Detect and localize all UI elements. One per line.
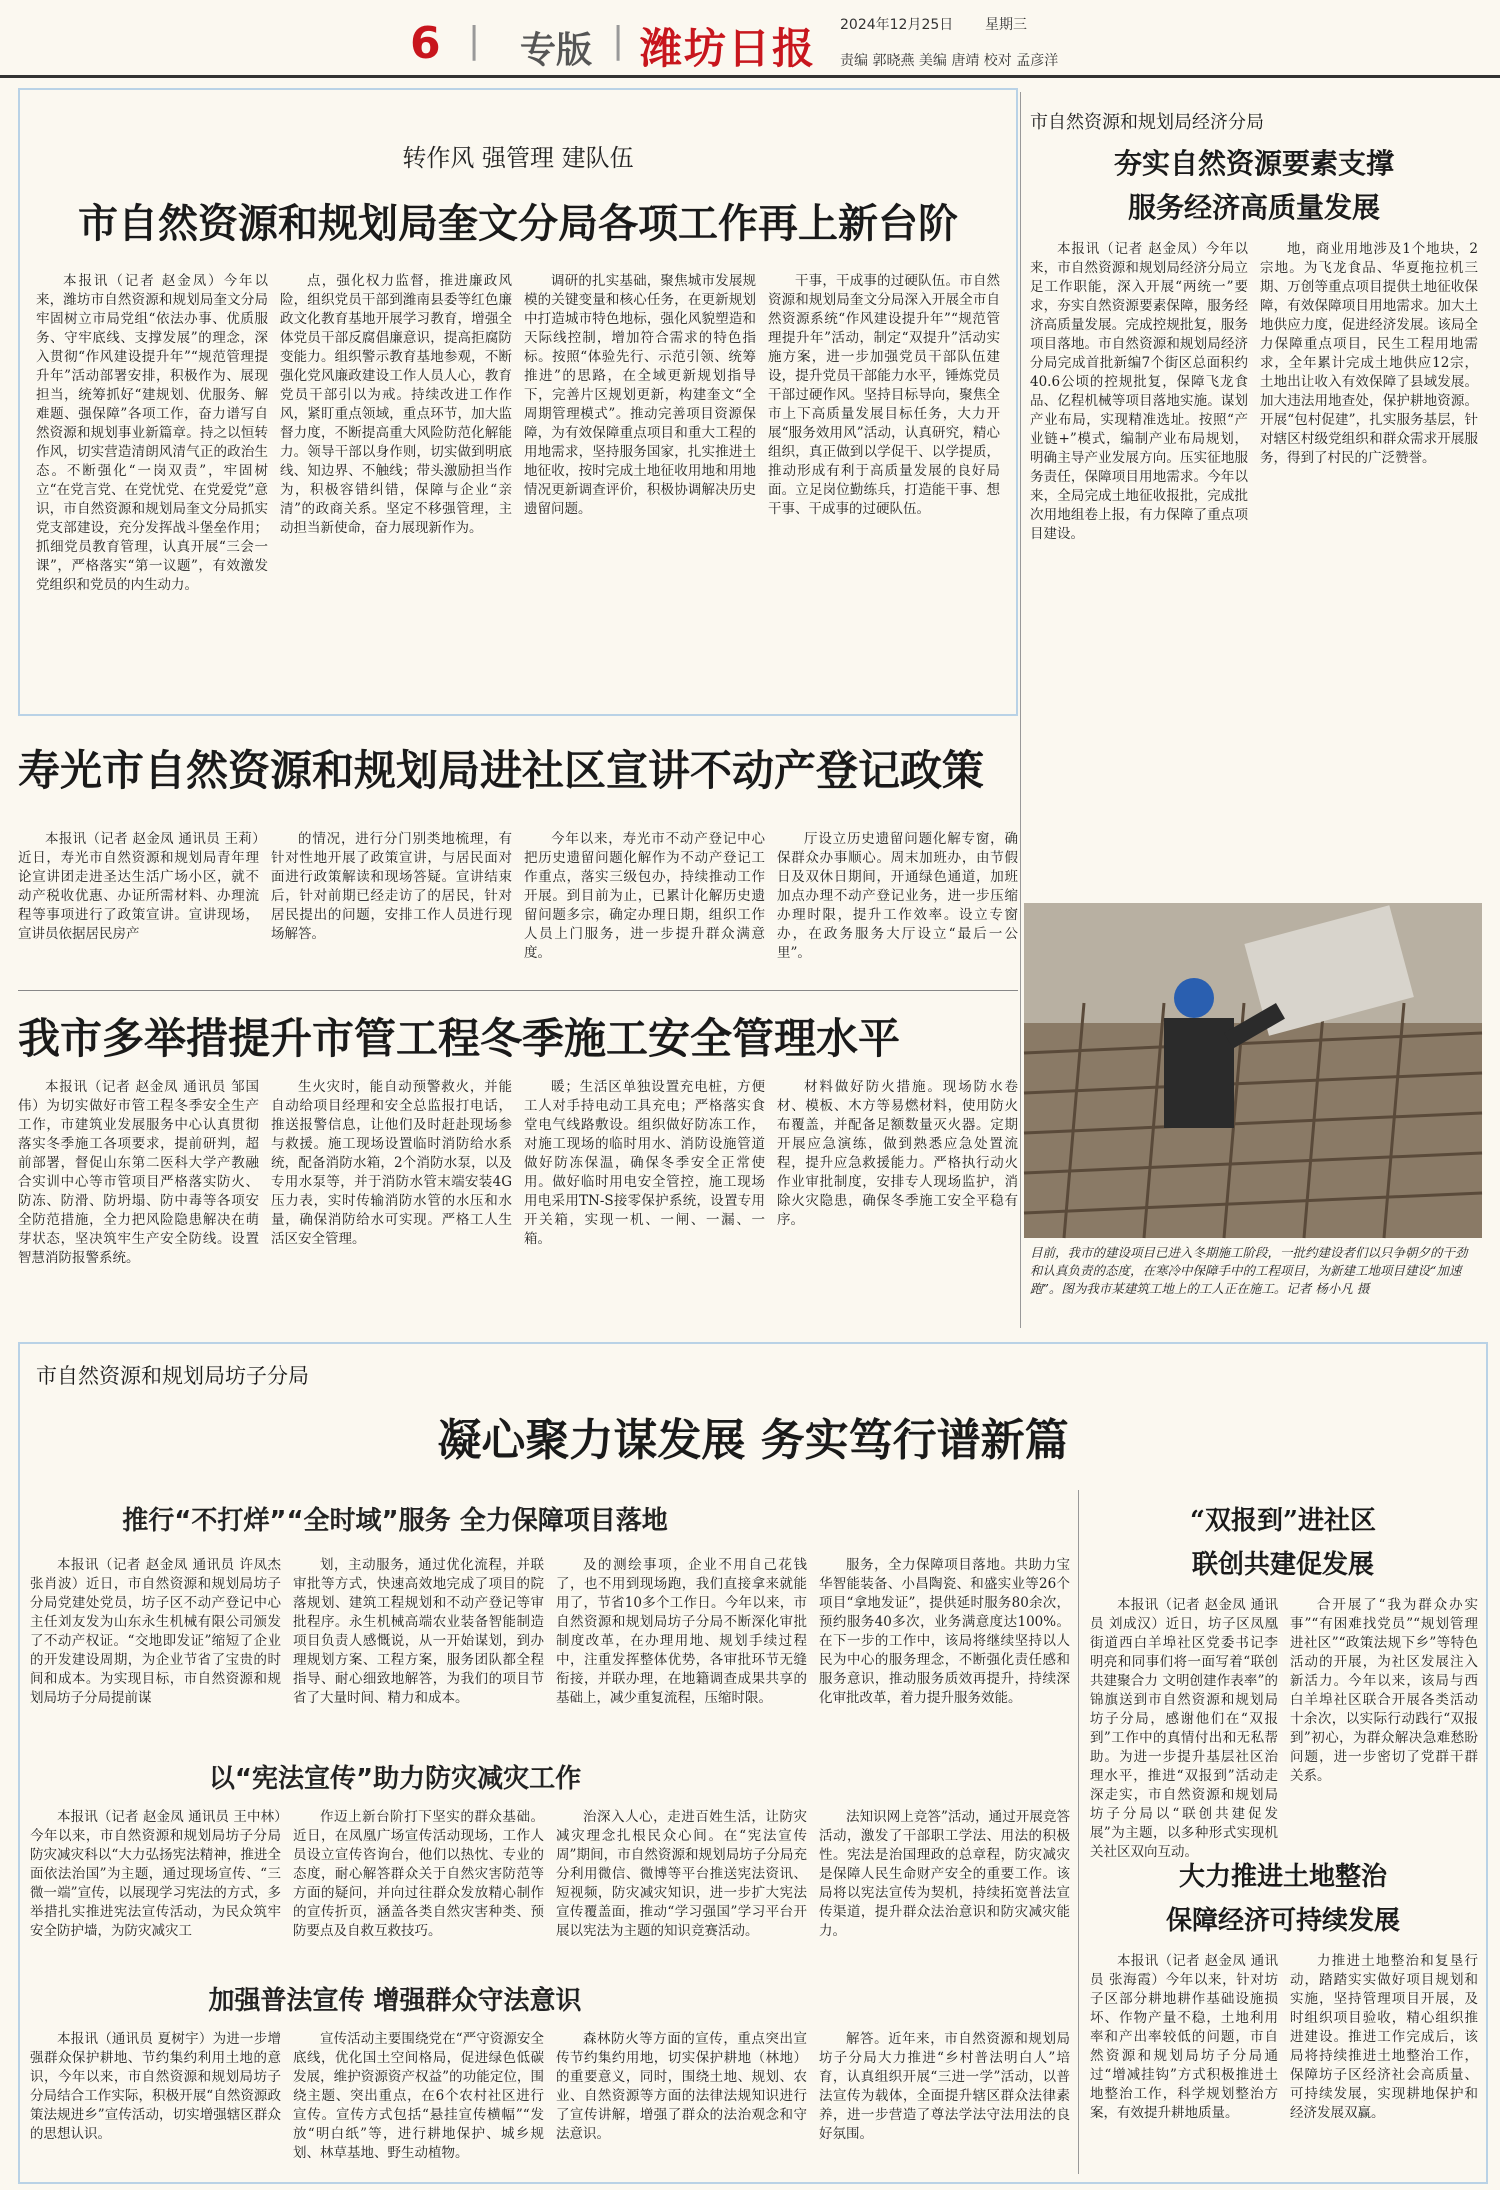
article4-body <box>1030 240 1478 890</box>
sub2-col: 治深入人心，走进百姓生活，让防灾减灾理念扎根民众心间。在“宪法宣传周”期间，市自然资源和规划局坊子分局充分利用微信、微博等平台推送宪法资讯、短视频，防灾减灾知识，进一步扩大宪法宣传覆盖面，推动“学习强国”学习平台开展以宪法为主题的知识竞赛活动。 <box>556 1809 807 1939</box>
sub1-body <box>30 1556 1070 1744</box>
editor-credits: 责编 郭晓燕 美编 唐靖 校对 孟彦洋 <box>840 53 1059 69</box>
article3-headline: 我市多举措提升市管工程冬季施工安全管理水平 <box>18 1014 901 1063</box>
sub3-col: 森林防火等方面的宣传，重点突出宣传节约集约用地，切实保护耕地（林地）的重要意义，同时，围绕土地、规划、农业、自然资源等方面的法律法规知识进行了宣传讲解，增强了群众的法治观念和守法意识。 <box>556 2031 807 2142</box>
sub5-col: 本报讯（记者 赵金凤 通讯员 张海霞）今年以来，针对坊子区部分耕地耕作基础设施损坏、作物产量不稳，土地利用率和产出率较低的问题，市自然资源和规划局坊子分局通过“增减挂钩”方式积极推进土地整治工作，科学规划整治方案，有效提升耕地质量。 <box>1090 1953 1278 2121</box>
header-divider: | <box>612 20 625 61</box>
header-divider: | <box>468 20 481 61</box>
article4-col: 本报讯（记者 赵金凤）今年以来，市自然资源和规划局经济分局立足工作职能，深入开展“两统一”要求，夯实自然资源要素保障，服务经济高质量发展。完成控规批复，服务项目落地。市自然资源和规划局经济分局完成首批新编7个街区总面积约40.6公顷的控规批复，保障飞龙食品、亿程机械等项目落地实施。谋划产业布局，实现精准选址。按照“产业链+”模式，编制产业布局规划，明确主导产业发展方向。压实征地服务责任，保障项目用地需求。今年以来，全局完成土地征收报批，完成批次用地组卷上报，有力保障了重点项目建设。 <box>1030 241 1248 542</box>
sub2-body <box>30 1808 1070 1968</box>
column-rule <box>1020 92 1021 1328</box>
sub2-headline: 以“宪法宣传”助力防灾减灾工作 <box>208 1764 582 1794</box>
sub5-headline-1: 大力推进土地整治 <box>1178 1862 1387 1892</box>
sub4-col: 合开展了“我为群众办实事”“有困难找党员”“规划管理进社区”“政策法规下乡”等特色活动的开展，为社区发展注入新活力。今年以来，该局与西白羊埠社区联合开展各类活动十余次，以实际行动践行“双报到”初心，为群众解决急难愁盼问题，进一步密切了党群干群关系。 <box>1290 1597 1478 1784</box>
article3-col: 生火灾时，能自动预警救火，并能自动给项目经理和安全总监报打电话，推送报警信息，让他们及时赶赴现场参与救援。施工现场设置临时消防给水系统，配备消防水箱，2个消防水泵，以及专用水泵等，并于消防水管末端安装4G压力表，实时传输消防水管的水压和水量，确保消防给水可实现。严格工人生活区安全管理。 <box>271 1079 512 1247</box>
sub1-col: 本报讯（记者 赵金凤 通讯员 许凤杰 张肖波）近日，市自然资源和规划局坊子分局党建处党员，坊子区不动产登记中心主任刘友发为山东永生机械有限公司颁发了不动产权证。“交地即发证”缩短了企业的开发建设周期，为企业节省了宝贵的时间和成本。为实现目标，市自然资源和规划局坊子分局提前谋 <box>30 1557 281 1706</box>
article3-col: 材料做好防火措施。现场防水卷材、模板、木方等易燃材料，使用防火布覆盖，并配备足额数量灭火器。定期开展应急演练，做到熟悉应急处置流程，提升应急救援能力。严格执行动火作业审批制度，安排专人现场监护，消除火灾隐患，确保冬季施工安全平稳有序。 <box>777 1079 1018 1228</box>
article1-col: 点，强化权力监督，推进廉政风险，组织党员干部到潍南县委等红色廉政文化教育基地开展学习教育，增强全体党员干部反腐倡廉意识，提高拒腐防变能力。组织警示教育基地参观，不断强化党风廉政建设工作人员人心，教育党员干部引以为戒。持续改进工作作风，紧盯重点领域，重点环节，加大监督力度，不断提高重大风险防范化解能力。领导干部以身作则，切实做到明底线、知边界、不触线；带头激励担当作为，积极容错纠错，保障与企业“亲清”的政商关系。坚定不移强管理，主动担当新使命，奋力展现新作为。 <box>280 273 512 536</box>
article3-col: 暖；生活区单独设置充电桩，方便工人对手持电动工具充电；严格落实食堂电气线路敷设。组织做好防冻工作，对施工现场的临时用水、消防设施管道做好防冻保温，确保冬季安全正常使用。做好临时用电安全管控，施工现场用电采用TN-S接零保护系统，设置专用开关箱，实现一机、一闸、一漏、一箱。 <box>524 1079 765 1247</box>
sub3-body <box>30 2030 1070 2174</box>
sub2-col: 法知识网上竞答”活动，通过开展竞答活动，激发了干部职工学法、用法的积极性。宪法是治国理政的总章程，防灾减灾是保障人民生命财产安全的重要工作。该局将以宪法宣传为契机，持续拓宽普法宣传渠道，提升群众法治意识和防灾减灾能力。 <box>819 1809 1070 1939</box>
section-label: 专版 <box>520 30 593 71</box>
sub5-body <box>1090 1952 1478 2174</box>
sub2-col: 作迈上新台阶打下坚实的群众基础。近日，在凤凰广场宣传活动现场，工作人员设立宣传咨询台，他们以热忱、专业的态度，耐心解答群众关于自然灾害防范等方面的疑问，并向过往群众发放精心制作的宣传折页，涵盖各类自然灾害种类、预防要点及自救互救技巧。 <box>293 1809 544 1939</box>
article1-col: 干事，干成事的过硬队伍。市自然资源和规划局奎文分局深入开展全市自然资源系统“作风建设提升年”“规范管理提升年”活动，制定“双提升”活动实施方案，进一步加强党员干部队伍建设，提升党员干部能力水平，锤炼党员干部过硬作风。坚持目标导向，聚焦全市上下高质量发展目标任务，大力开展“服务效用风”活动，认真研究，精心组织，真正做到以学促干、以学提质，推动形成有利于高质量发展的良好局面。立足岗位勤练兵，打造能干事、想干事、干成事的过硬队伍。 <box>768 273 1000 517</box>
sub3-col: 宣传活动主要围绕党在“严守资源安全底线，优化国土空间格局，促进绿色低碳发展，维护资源资产权益”的功能定位，围绕主题、突出重点，在6个农村社区进行宣传。宣传方式包括“悬挂宣传横幅”“发放“明白纸”等，进行耕地保护、城乡规划、林草基地、野生动植物。 <box>293 2031 544 2161</box>
article3-col: 本报讯（记者 赵金凤 通讯员 邹国伟）为切实做好市管工程冬季安全生产工作，市建筑业发展服务中心认真贯彻落实冬季施工各项要求，提前研判，超前部署，督促山东第二医科大学产教融合实训中心等市管项目严格落实防火、防冻、防滑、防坍塌、防中毒等各项安全防范措施，全力把风险隐患解决在萌芽状态，坚决筑牢生产安全防线。设置智慧消防报警系统。 <box>18 1079 259 1266</box>
article2-col: 厅设立历史遗留问题化解专窗，确保群众办事顺心。周末加班办，由节假日及双休日期间，开通绿色通道，加班加点办理不动产登记业务，进一步压缩办理时限，提升工作效率。设立专窗办，在政务服务大厅设立“最后一公里”。 <box>777 831 1018 961</box>
article5-headline: 凝心聚力谋发展 务实笃行谱新篇 <box>437 1415 1069 1466</box>
sub1-headline: 推行“不打烊”“全时域”服务 全力保障项目落地 <box>122 1506 668 1536</box>
page-number: 6 <box>410 18 441 69</box>
article1-kicker: 转作风 强管理 建队伍 <box>402 144 634 172</box>
sub5-headline-2: 保障经济可持续发展 <box>1165 1906 1400 1936</box>
sub2-col: 本报讯（记者 赵金凤 通讯员 王中林）今年以来，市自然资源和规划局坊子分局防灾减灾科以“大力弘扬宪法精神，推进全面依法治国”为主题，通过现场宣传、“三微一端”宣传，以展现学习宪法的方式，多举措扎实推进宪法宣传活动，为民众筑牢安全防护墙，为防灾减灾工 <box>30 1809 281 1939</box>
article4-kicker: 市自然资源和规划局经济分局 <box>1030 112 1264 133</box>
sub5-col: 力推进土地整治和复垦行动，踏踏实实做好项目规划和实施，坚持管理项目开展，及时组织项目验收，精心组织推进建设。推进工作完成后，该局将持续推进土地整治工作，保障坊子区经济社会高质量、可持续发展，实现耕地保护和经济发展双赢。 <box>1290 1953 1478 2121</box>
sub4-headline-2: 联创共建促发展 <box>1191 1550 1374 1580</box>
issue-weekday: 星期三 <box>985 17 1027 33</box>
sub3-headline: 加强普法宣传 增强群众守法意识 <box>208 1986 582 2016</box>
photo-caption: 目前，我市的建设项目已进入冬期施工阶段，一批约建设者们以只争朝夕的干劲和认真负责的态度，在寒冷中保障手中的工程项目，为新建工地项目建设“加速跑”。图为我市某建筑工地上的工人正在施工。记者 杨小凡 摄 <box>1030 1245 1468 1296</box>
article2-col: 的情况，进行分门别类地梳理，有针对性地开展了政策宣讲，与居民面对面进行政策解读和现场答疑。宣讲结束后，针对前期已经走访了的居民，针对居民提出的问题，安排工作人员进行现场解答。 <box>271 831 512 942</box>
sub4-col: 本报讯（记者 赵金凤 通讯员 刘成汉）近日，坊子区凤凰街道西白羊埠社区党委书记李明亮和同事们将一面写着“联创共建聚合力 文明创建作表率”的锦旗送到市自然资源和规划局坊子分局，感谢他们在“双报到”工作中的真情付出和无私帮助。为进一步提升基层社区治理水平，推进“双报到”活动走深走实，市自然资源和规划局坊子分局以“联创共建促发展”为主题，以多种形式实现机关社区双向互动。 <box>1090 1597 1278 1860</box>
rule <box>18 990 1018 991</box>
article4-col: 地，商业用地涉及1个地块，2宗地。为飞龙食品、华夏拖拉机三期、万创等重点项目提供土地征收保障，有效保障项目用地需求。加大土地供应力度，促进经济发展。该局全力保障重点项目，民生工程用地需求，全年累计完成土地供应12宗，土地出让收入有效保障了县域发展。加大违法用地查处，保护耕地资源。开展“包村促建”，扎实服务基层，针对辖区村级党组织和群众需求开展服务，得到了村民的广泛赞誉。 <box>1260 241 1478 466</box>
sub4-body <box>1090 1596 1478 1860</box>
article2-col: 本报讯（记者 赵金凤 通讯员 王莉）近日，寿光市自然资源和规划局青年理论宣讲团走进圣达生活广场小区，就不动产税收优惠、办证所需材料、办理流程等事项进行了政策宣讲。宣讲现场，宣讲员依据居民房产 <box>18 831 259 942</box>
sub1-col: 及的测绘事项，企业不用自己花钱了，也不用到现场跑，我们直接拿来就能用了，节省10多个工作日。今年以来，市自然资源和规划局坊子分局不断深化审批制度改革，在办理用地、规划手续过程中，注重发挥整体优势，各审批环节无缝衔接，并联办理，在地籍调查成果共享的基础上，减少重复流程，压缩时限。 <box>556 1557 807 1706</box>
article2-body <box>18 830 1018 980</box>
article5-kicker: 市自然资源和规划局坊子分局 <box>36 1364 309 1388</box>
column-rule <box>1078 1490 1079 2174</box>
article1-col: 调研的扎实基础，聚焦城市发展规模的关键变量和核心任务，在更新规划中打造城市特色地标，强化风貌塑造和天际线控制，增加符合需求的特色指标。按照“体验先行、示范引领、统筹推进”的思路，在全域更新规划指导下，完善片区规划更新，构建奎文“全周期管理模式”。推动完善项目资源保障，为有效保障重点项目和重大工程的用地需求，坚持服务国家，扎实推进土地征收，按时完成土地征收用地和用地情况更新调查评价，积极协调解决历史遗留问题。 <box>524 273 756 517</box>
sub3-col: 本报讯（通讯员 夏树宇）为进一步增强群众保护耕地、节约集约利用土地的意识，今年以来，市自然资源和规划局坊子分局结合工作实际，积极开展“自然资源政策法规进乡”宣传活动，切实增强辖区群众的思想认识。 <box>30 2031 281 2142</box>
article2-col: 今年以来，寿光市不动产登记中心把历史遗留问题化解作为不动产登记工作重点，落实三级包办，持续推动工作开展。到目前为止，已累计化解历史遗留问题多宗，确定办理日期，组织工作人员上门服务，进一步提升群众满意度。 <box>524 831 765 961</box>
sub3-col: 解答。近年来，市自然资源和规划局坊子分局大力推进“乡村普法明白人”培育，认真组织开展“三进一学”活动，以普法宣传为载体，全面提升辖区群众法律素养，进一步营造了尊法学法守法用法的良好氛围。 <box>819 2031 1070 2142</box>
sub1-col: 划，主动服务，通过优化流程，并联审批等方式，快速高效地完成了项目的院落规划、建筑工程规划和不动产登记等审批程序。永生机械高端农业装备智能制造项目负责人感慨说，从一开始谋划，到办理规划方案、工程方案，服务团队都全程指导、耐心细致地解答，为我们的项目节省了大量时间、精力和成本。 <box>293 1557 544 1706</box>
article4-headline-1: 夯实自然资源要素支撑 <box>1113 147 1394 180</box>
article1-body <box>36 272 1000 702</box>
article2-headline: 寿光市自然资源和规划局进社区宣讲不动产登记政策 <box>18 746 985 795</box>
article1-headline: 市自然资源和规划局奎文分局各项工作再上新台阶 <box>78 200 958 247</box>
article4-headline-2: 服务经济高质量发展 <box>1127 191 1380 224</box>
sub1-col: 服务，全力保障项目落地。共助力宝华智能装备、小昌陶瓷、和盛实业等26个项目“拿地发证”，提供延时服务80余次，预约服务40多次，业务满意度达100%。在下一步的工作中，该局将继续坚持以人民为中心的服务理念，不断强化责任感和服务意识，推动服务质效再提升，持续深化审批改革，着力提升服务效能。 <box>819 1557 1070 1706</box>
issue-date: 2024年12月25日 <box>840 17 954 33</box>
newspaper-logo: 潍坊日报 <box>640 24 817 73</box>
article1-col: 本报讯（记者 赵金凤）今年以来，潍坊市自然资源和规划局奎文分局牢固树立市局党组“依法办事、优质服务、守牢底线、支撑发展”的理念，深入贯彻“作风建设提升年”“规范管理提升年”活动部署安排，积极作为、展现担当，统筹抓好“建规划、优服务、解难题、强保障”各项工作，奋力谱写自然资源和规划事业新篇章。持之以恒转作风，切实营造清朗风清气正的政治生态。不断强化“一岗双责”，牢固树立“在党言党、在党忧党、在党爱党”意识，市自然资源和规划局奎文分局抓实党支部建设，充分发挥战斗堡垒作用；抓细党员教育管理，认真开展“三会一课”，严格落实“第一议题”，有效激发党组织和党员的内生动力。 <box>36 273 268 593</box>
construction-photo <box>1024 903 1482 1238</box>
sub4-headline-1: “双报到”进社区 <box>1190 1506 1376 1536</box>
article3-body <box>18 1078 1018 1328</box>
